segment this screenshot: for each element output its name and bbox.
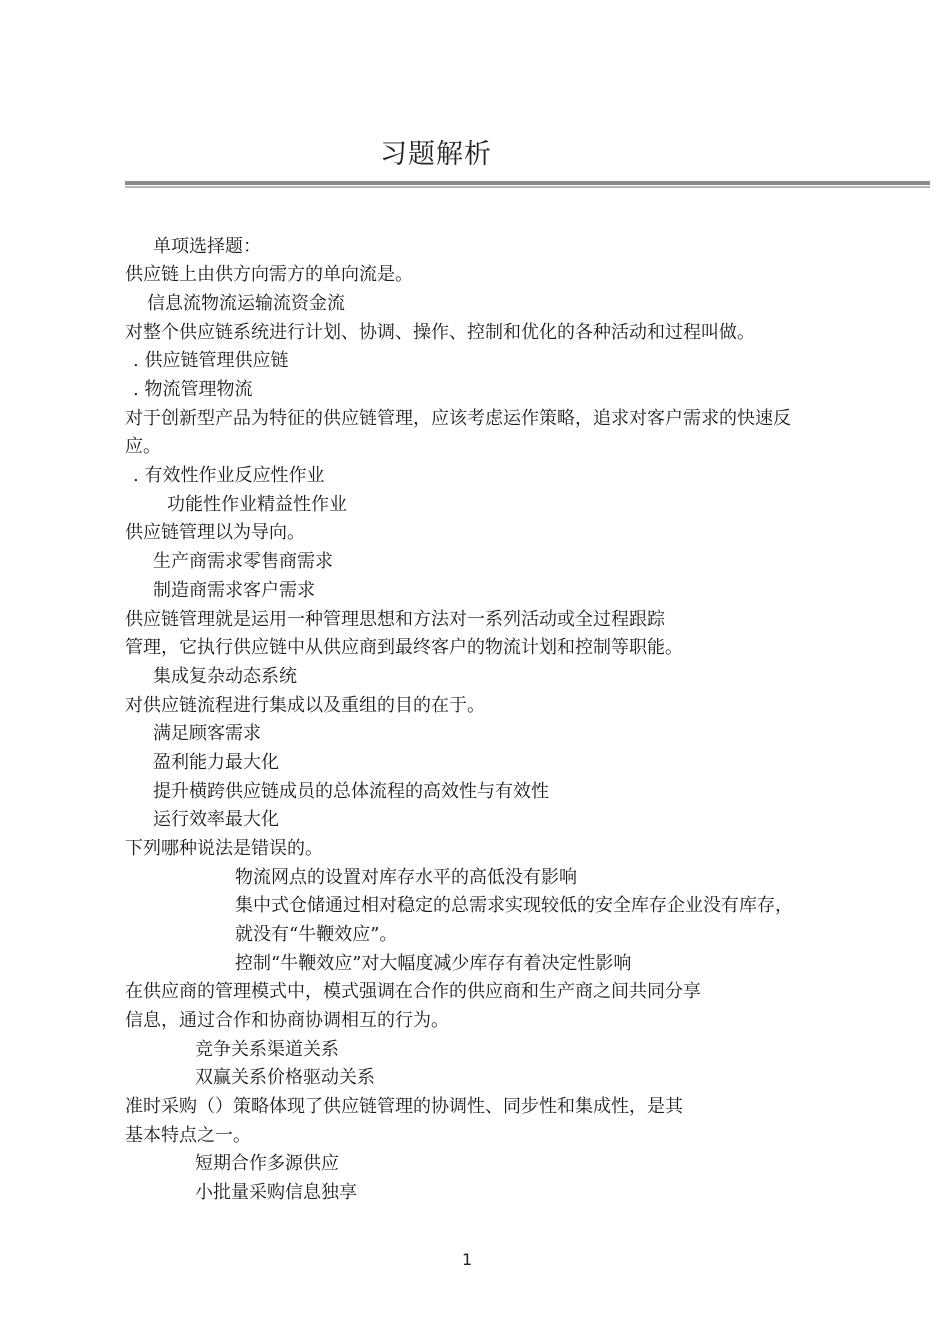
answer-option: 控制“牛鞭效应”对大幅度减少库存有着决定性影响	[235, 953, 632, 974]
question-text: 下列哪种说法是错误的。	[125, 838, 323, 859]
answer-option: 运行效率最大化	[153, 809, 279, 830]
question-text: 对供应链流程进行集成以及重组的目的在于。	[125, 695, 485, 716]
title-divider-shadow	[125, 186, 930, 188]
question-text: 信息，通过合作和协商协调相互的行为。	[125, 1010, 449, 1031]
question-text: 对整个供应链系统进行计划、协调、操作、控制和优化的各种活动和过程叫做。	[125, 322, 755, 343]
answer-options: 短期合作多源供应	[195, 1153, 339, 1174]
answer-option: 提升横跨供应链成员的总体流程的高效性与有效性	[153, 781, 549, 802]
question-text: 基本特点之一。	[125, 1125, 251, 1146]
question-text: 供应链上由供方向需方的单向流是。	[125, 264, 413, 285]
answer-option: 集中式仓储通过相对稳定的总需求实现较低的安全库存企业没有库存，	[235, 895, 793, 916]
section-heading: 单项选择题：	[153, 236, 261, 257]
answer-options: 生产商需求零售商需求	[153, 551, 333, 572]
answer-options: 竞争关系渠道关系	[195, 1039, 339, 1060]
page-title: 习题解析	[380, 139, 492, 170]
answer-options: 制造商需求客户需求	[153, 580, 315, 601]
answer-options: . 有效性作业反应性作业	[133, 465, 325, 486]
answer-option: 物流网点的设置对库存水平的高低没有影响	[235, 867, 577, 888]
answer-options: . 物流管理物流	[133, 379, 253, 400]
answer-option: 就没有“牛鞭效应”。	[235, 924, 398, 945]
question-text: 应。	[125, 436, 161, 457]
title-divider	[125, 181, 930, 185]
answer-options: 信息流物流运输流资金流	[147, 293, 345, 314]
question-text: 对于创新型产品为特征的供应链管理，应该考虑运作策略，追求对客户需求的快速反	[125, 408, 791, 429]
answer-options: 集成复杂动态系统	[153, 666, 297, 687]
answer-option: 满足顾客需求	[153, 723, 261, 744]
page-number: 1	[462, 1250, 473, 1269]
question-text: 准时采购（）策略体现了供应链管理的协调性、同步性和集成性，是其	[125, 1096, 683, 1117]
answer-options: 双赢关系价格驱动关系	[195, 1067, 375, 1088]
answer-options: 小批量采购信息独享	[195, 1182, 357, 1203]
question-text: 管理，它执行供应链中从供应商到最终客户的物流计划和控制等职能。	[125, 637, 683, 658]
answer-options: 功能性作业精益性作业	[167, 494, 347, 515]
question-text: 在供应商的管理模式中，模式强调在合作的供应商和生产商之间共同分享	[125, 981, 701, 1002]
answer-options: . 供应链管理供应链	[133, 350, 289, 371]
question-text: 供应链管理就是运用一种管理思想和方法对一系列活动或全过程跟踪	[125, 609, 665, 630]
answer-option: 盈利能力最大化	[153, 752, 279, 773]
question-text: 供应链管理以为导向。	[125, 522, 305, 543]
